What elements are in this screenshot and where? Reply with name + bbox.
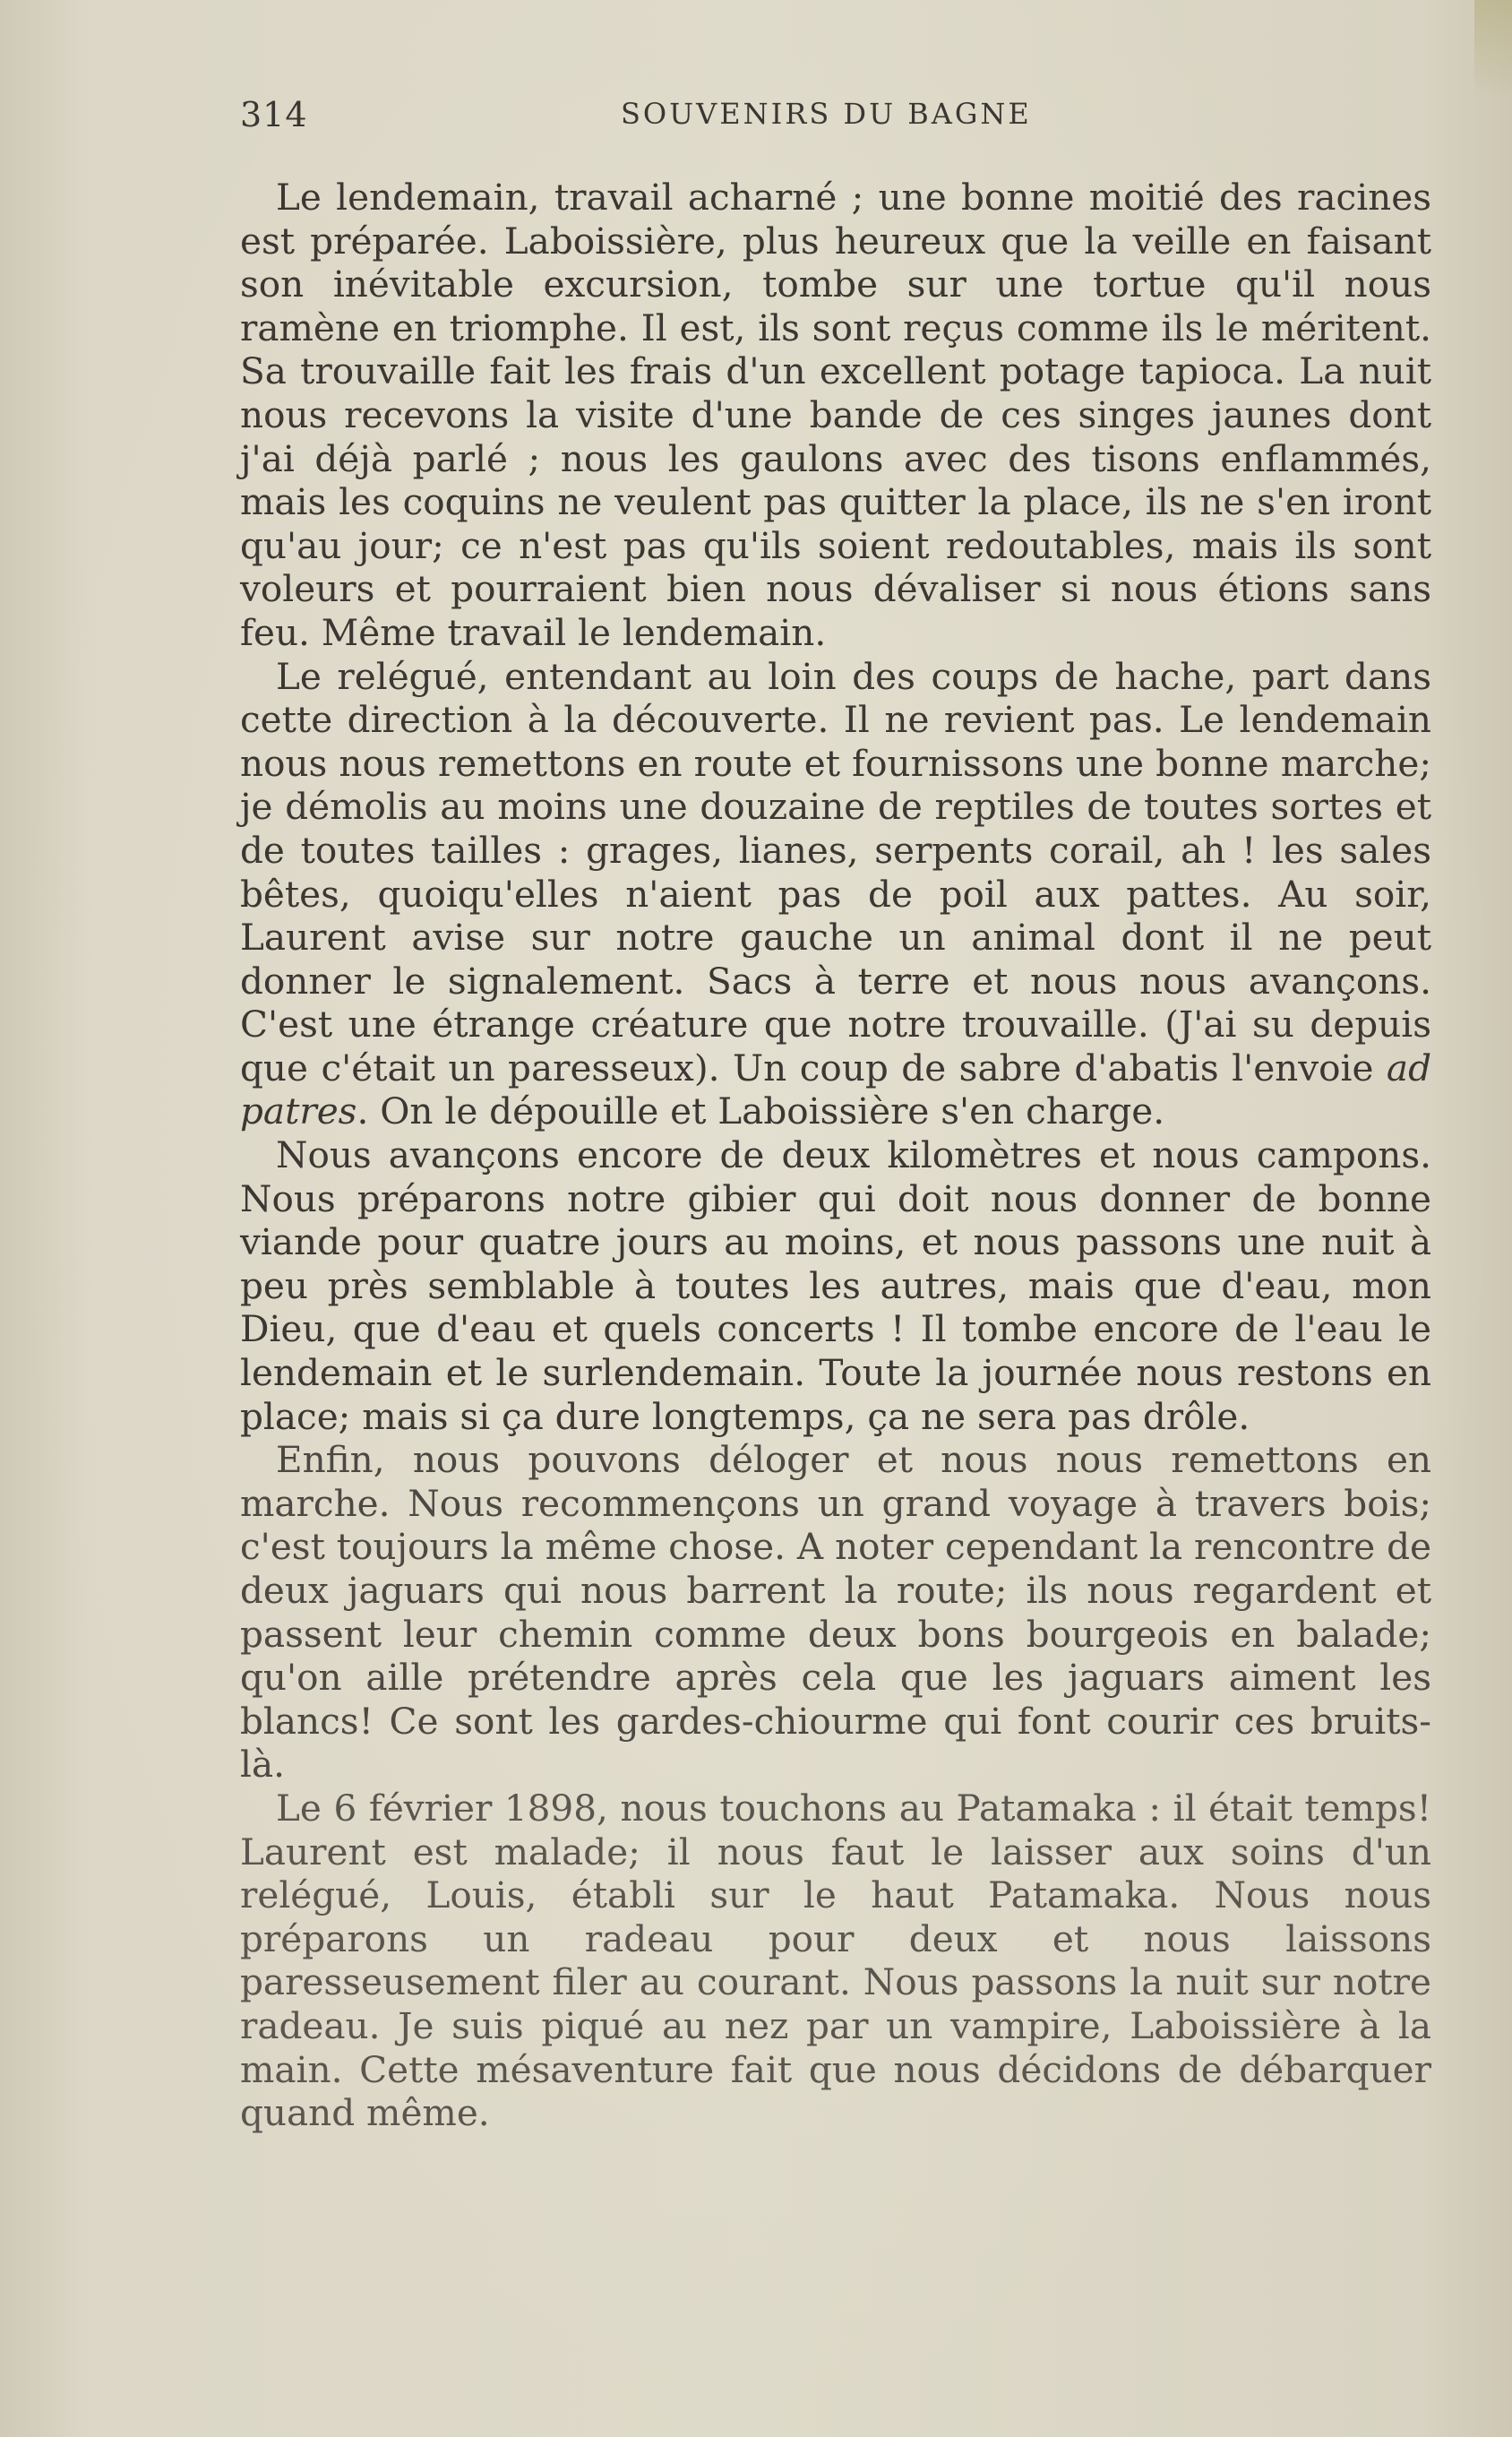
corner-stain	[1474, 0, 1512, 99]
page-number: 314	[240, 95, 308, 134]
paragraph-2	[240, 655, 1431, 1134]
paragraph-1: Le lendemain, travail acharné ; une bonne moitié des racines est préparée. Laboissière, plus heureux que la veille en faisant son inévitable excursion, tombe sur une tortue qu'il nous ramène en triomphe. Il est, ils sont reçus comme ils le méritent. Sa trouvaille fait les frais d'un excellent potage tapioca. La nuit nous recevons la visite d'une bande de ces singes jaunes dont j'ai déjà parlé ; nous les gaulons avec des tisons enflammés, mais les coquins ne veulent pas quitter la place, ils ne s'en iront qu'au jour; ce n'est pas qu'ils soient redoutables, mais ils sont voleurs et pourraient bien nous dévaliser si nous étions sans feu. Même travail le lendemain.	[240, 176, 1431, 654]
paragraph-3: Nous avançons encore de deux kilomètres et nous campons. Nous préparons notre gibier qui doit nous donner de bonne viande pour quatre jours au moins, et nous passons une nuit à peu près semblable à toutes les autres, mais que d'eau, mon Dieu, que d'eau et quels concerts ! Il tombe encore de l'eau le lendemain et le surlendemain. Toute la journée nous restons en place; mais si ça dure longtemps, ça ne sera pas drôle.	[240, 1133, 1431, 1438]
italic-phrase: ad patres	[240, 1046, 1431, 1133]
running-head: SOUVENIRS DU BAGNE	[621, 97, 1032, 131]
paragraph-5: Le 6 février 1898, nous touchons au Patamaka : il était temps! Laurent est malade; il nous faut le laisser aux soins d'un relégué, Louis, établi sur le haut Patamaka. Nous nous préparons un radeau pour deux et nous laissons paresseusement filer au courant. Nous passons la nuit sur notre radeau. Je suis piqué au nez par un vampire, Laboissière à la main. Cette mésaventure fait que nous décidons de débarquer quand même.	[240, 1786, 1431, 2135]
page-header	[240, 90, 1431, 143]
paragraph-4: Enfin, nous pouvons déloger et nous nous remettons en marche. Nous recommençons un grand voyage à travers bois; c'est toujours la même chose. A noter cependant la rencontre de deux jaguars qui nous barrent la route; ils nous regardent et passent leur chemin comme deux bons bourgeois en balade; qu'on aille prétendre après cela que les jaguars aiment les blancs! Ce sont les gardes-chiourme qui font courir ces bruits-là.	[240, 1438, 1431, 1787]
body-text	[240, 176, 1431, 2135]
paragraph-2-tail: . On le dépouille et Laboissière s'en charge.	[357, 1089, 1165, 1133]
paragraph-2-text: Le relégué, entendant au loin des coups de hache, part dans cette direction à la découverte. Il ne revient pas. Le lendemain nous nous remettons en route et fournissons une bonne marche; je démolis au moins une douzaine de reptiles de toutes sortes et de toutes tailles : grages, lianes, serpents corail, ah ! les sales bêtes, quoiqu'elles n'aient pas de poil aux pattes. Au soir, Laurent avise sur notre gauche un animal dont il ne peut donner le signalement. Sacs à terre et nous nous avançons. C'est une étrange créature que notre trouvaille. (J'ai su depuis que c'était un paresseux). Un coup de sabre d'abatis l'envoie	[240, 654, 1431, 1089]
